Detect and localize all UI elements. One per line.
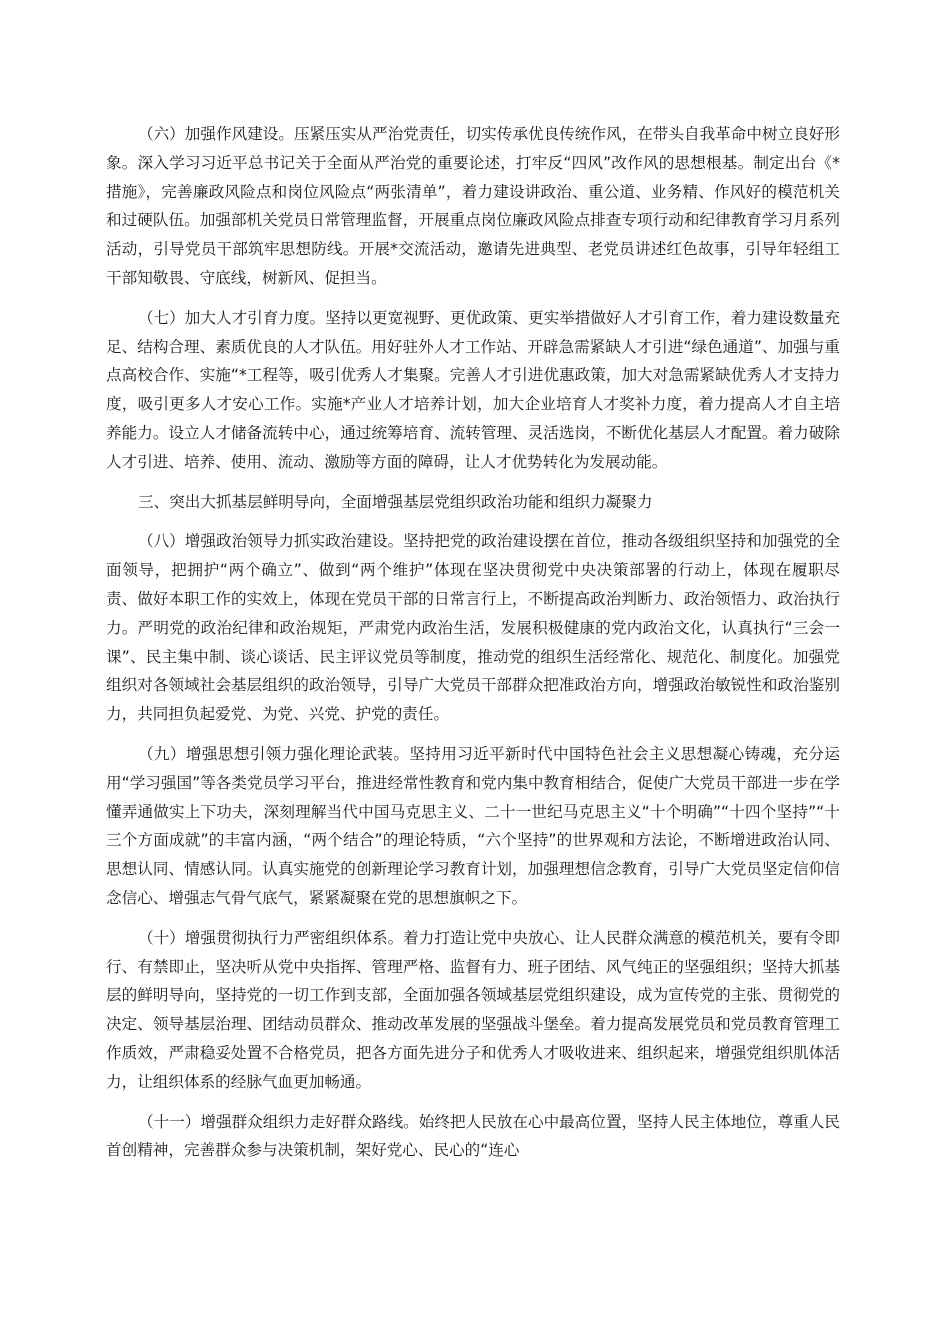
paragraph-7: （七）加大人才引育力度。坚持以更宽视野、更优政策、更实举措做好人才引育工作，着力建设数量充足、结构合理、素质优良的人才队伍。用好驻外人才工作站、开辟急需紧缺人才引进“绿色通道”、加强与重点高校合作、实施“*工程等，吸引优秀人才集聚。完善人才引进优惠政策，加大对急需紧缺优秀人才支持力度，吸引更多人才安心工作。实施*产业人才培养计划，加大企业培育人才奖补力度，着力提高人才自主培养能力。设立人才储备流转中心，通过统筹培育、流转管理、灵活选岗，不断优化基层人才配置。着力破除人才引进、培养、使用、流动、激励等方面的障碍，让人才优势转化为发展动能。 bbox=[106, 308, 840, 471]
section-heading-3: 三、突出大抓基层鲜明导向，全面增强基层党组织政治功能和组织力凝聚力 bbox=[137, 492, 653, 511]
document-page bbox=[106, 120, 840, 1176]
paragraph-6: （六）加强作风建设。压紧压实从严治党责任，切实传承优良传统作风，在带头自我革命中树立良好形象。深入学习习近平总书记关于全面从严治党的重要论述，打牢反“四风”改作风的思想根基。制定出台《*措施》，完善廉政风险点和岗位风险点“两张清单”，着力建设讲政治、重公道、业务精、作风好的模范机关和过硬队伍。加强部机关党员日常管理监督，开展重点岗位廉政风险点排查专项行动和纪律教育学习月系列活动，引导党员干部筑牢思想防线。开展*交流活动，邀请先进典型、老党员讲述红色故事，引导年轻组工干部知敬畏、守底线，树新风、促担当。 bbox=[106, 125, 840, 287]
paragraph-8: （八）增强政治领导力抓实政治建设。坚持把党的政治建设摆在首位，推动各级组织坚持和加强党的全面领导，把拥护“两个确立”、做到“两个维护”体现在坚决贯彻党中央决策部署的行动上，体现在履职尽责、做好本职工作的实效上，体现在党员干部的日常言行上，不断提高政治判断力、政治领悟力、政治执行力。严明党的政治纪律和政治规矩，严肃党内政治生活，发展积极健康的党内政治文化，认真执行“三会一课”、民主集中制、谈心谈话、民主评议党员等制度，推动党的组织生活经常化、规范化、制度化。加强党组织对各领域社会基层组织的政治领导，引导广大党员干部群众把准政治方向，增强政治敏锐性和政治鉴别力，共同担负起爱党、为党、兴党、护党的责任。 bbox=[106, 532, 840, 724]
paragraph-10: （十）增强贯彻执行力严密组织体系。着力打造让党中央放心、让人民群众满意的模范机关，要有令即行、有禁即止，坚决听从党中央指挥、管理严格、监督有力、班子团结、风气纯正的坚强组织；坚持大抓基层的鲜明导向，坚持党的一切工作到支部，全面加强各领域基层党组织建设，成为宣传党的主张、贯彻党的决定、领导基层治理、团结动员群众、推动改革发展的坚强战斗堡垒。着力提高发展党员和党员教育管理工作质效，严肃稳妥处置不合格党员，把各方面先进分子和优秀人才吸收进来、组织起来，增强党组织肌体活力，让组织体系的经脉气血更加畅通。 bbox=[106, 928, 840, 1091]
paragraph-11: （十一）增强群众组织力走好群众路线。始终把人民放在心中最高位置，坚持人民主体地位，尊重人民首创精神，完善群众参与决策机制，架好党心、民心的“连心 bbox=[106, 1112, 840, 1160]
paragraph-9: （九）增强思想引领力强化理论武装。坚持用习近平新时代中国特色社会主义思想凝心铸魂，充分运用“学习强国”等各类党员学习平台，推进经常性教育和党内集中教育相结合，促使广大党员干部进一步在学懂弄通做实上下功夫，深刻理解当代中国马克思主义、二十一世纪马克思主义“十个明确”“十四个坚持”“十三个方面成就”的丰富内涵，“两个结合”的理论特质，“六个坚持”的世界观和方法论，不断增进政治认同、思想认同、情感认同。认真实施党的创新理论学习教育计划，加强理想信念教育，引导广大党员坚定信仰信念信心、增强志气骨气底气，紧紧凝聚在党的思想旗帜之下。 bbox=[106, 744, 840, 907]
